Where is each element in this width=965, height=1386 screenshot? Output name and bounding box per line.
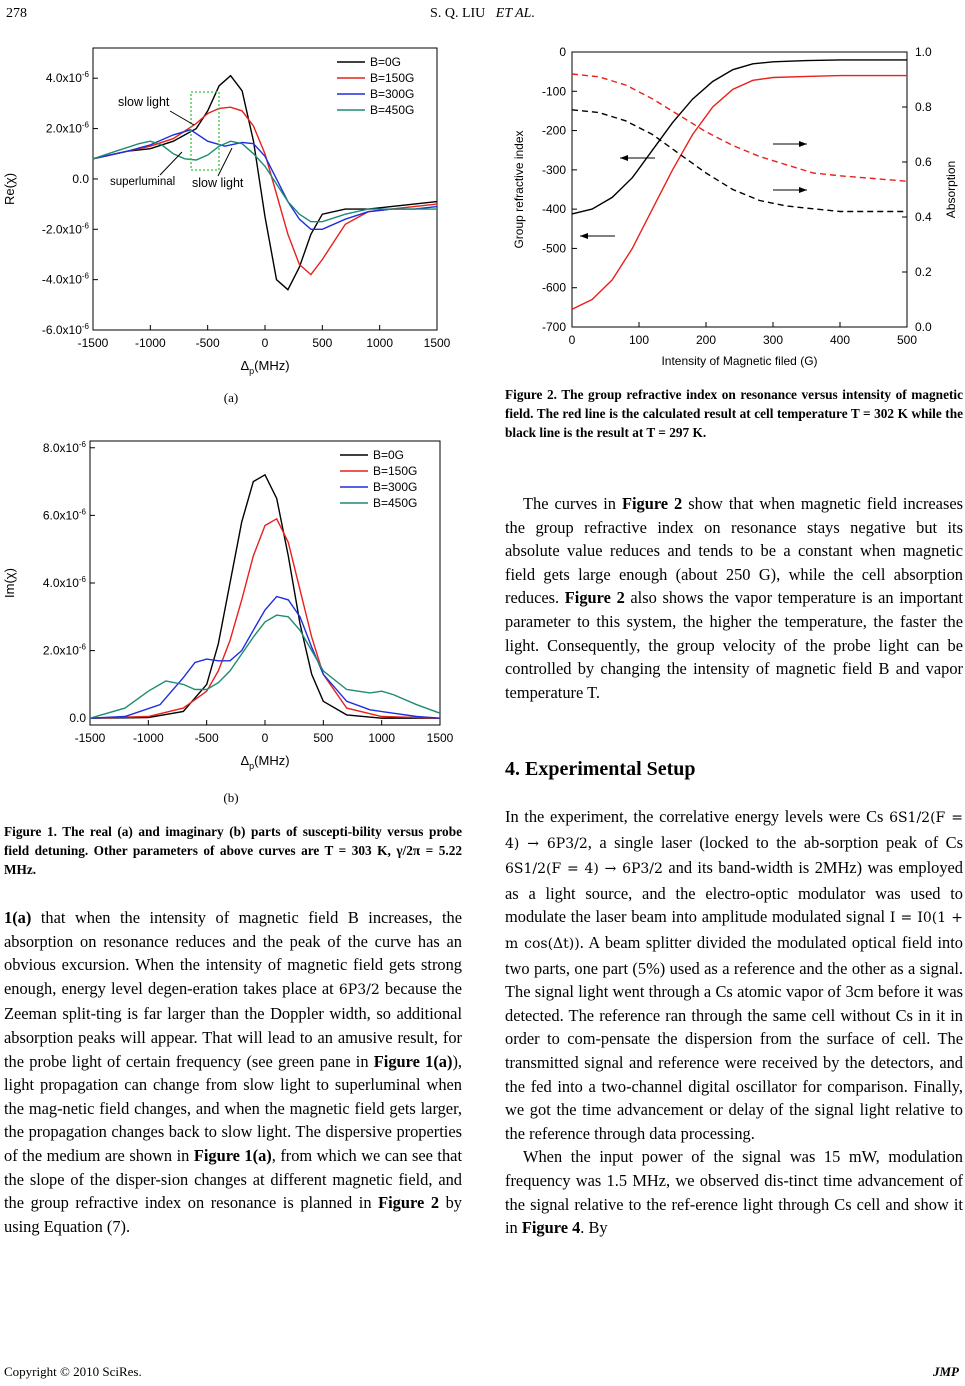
section-title: 4. Experimental Setup: [505, 758, 696, 780]
x-tick-label: 500: [312, 336, 333, 350]
x-tick-label: 1500: [426, 731, 454, 745]
x-tick-label: 500: [313, 731, 334, 745]
y-axis-title: Im(χ): [2, 568, 17, 598]
series-line-2: [572, 74, 907, 181]
axis-arrow-head: [799, 187, 807, 193]
footer-copyright: Copyright © 2010 SciRes.: [4, 1364, 142, 1379]
text-span: The curves in: [523, 494, 622, 513]
y-tick-label: $-2.0x10^{-6}$: [41, 221, 89, 237]
y-tick-label: $8.0x10^{-6}$: [42, 439, 86, 455]
x-tick-label: 0: [261, 731, 269, 745]
text-span: ), light propagation can change from slow light to superluminal when the mag-netic field changes, and when the magnetic field gets larger, the propagation changes back to slow light. The dispersive properties of the medium are shown in: [4, 1051, 462, 1165]
y-tick-label: $2.0x10^{-6}$: [45, 120, 89, 136]
y-tick-label-right: 0.8: [915, 100, 932, 114]
math-6p32: 6P3/2: [338, 981, 380, 998]
annotation-slow-light-bottom: slow light: [192, 176, 244, 190]
figure-1-caption: Figure 1. The real (a) and imaginary (b) parts of suscepti-bility versus probe field detuning. Other parameters of above curves are T = 303 K, γ/2π = 5.22 MHz.: [4, 824, 462, 877]
ref-figure-2a: Figure 2: [621, 494, 683, 513]
header-etal: ET AL.: [495, 6, 535, 21]
ref-figure-4: Figure 4: [521, 1218, 581, 1238]
x-tick-label: -1000: [132, 731, 164, 745]
y-tick-label: 0.0: [72, 171, 89, 186]
legend-label: B=450G: [373, 496, 418, 510]
math-signal: I = I0(1 + m cos(Δt)): [505, 910, 963, 952]
math-transition-1: 6S1/2(F = 4) → 6P3/2: [505, 810, 963, 852]
y-tick-label-right: 0.6: [915, 155, 932, 169]
legend-label: B=300G: [370, 87, 415, 101]
figure-2-caption: Figure 2. The group refractive index on resonance versus intensity of magnetic field. The red line is the calculated result at cell temperature T = 302 K while the black line is the result at T = 297 K.: [505, 387, 963, 440]
x-tick-label: 1000: [368, 731, 396, 745]
legend-label: B=300G: [373, 480, 418, 494]
x-tick-label: 100: [628, 333, 650, 347]
x-axis-title: Intensity of Magnetic filed (G): [661, 354, 818, 368]
x-axis-title: $\Delta_p(MHz)$: [240, 358, 290, 376]
y-axis-title: Re(χ): [2, 172, 17, 206]
series-line-0: [572, 60, 907, 214]
page-number: 278: [6, 6, 27, 21]
x-tick-label: -1500: [77, 336, 109, 350]
x-tick-label: -1000: [134, 336, 166, 350]
series-line-3: [572, 110, 907, 212]
figure-1b: [0, 425, 470, 785]
axis-arrow-head: [620, 155, 628, 161]
y-tick-label: $-6.0x10^{-6}$: [41, 322, 89, 337]
y-tick-label: $2.0x10^{-6}$: [42, 642, 86, 658]
ref-figure-1a-2: Figure 1(a): [193, 1145, 272, 1165]
x-tick-label: 200: [695, 333, 717, 347]
y-tick-label-left: -400: [541, 202, 566, 217]
legend-label: B=150G: [373, 464, 418, 478]
legend-label: B=150G: [370, 71, 415, 85]
legend-label: B=0G: [373, 448, 405, 462]
y-tick-label-left: -300: [541, 162, 566, 177]
series-line-B=150G: [93, 107, 437, 274]
x-tick-label: 500: [896, 333, 918, 347]
y-tick-label-left: -100: [541, 84, 566, 99]
axis-arrow-head: [580, 233, 588, 239]
y-tick-label-right: 1.0: [915, 45, 932, 59]
y-axis-title-right: Absorption: [944, 160, 958, 219]
text-span: , a single laser (locked to the ab-sorption peak of Cs: [587, 832, 963, 852]
x-tick-label: 300: [762, 333, 784, 347]
green-pane: [191, 92, 219, 170]
figure-2-chart: [505, 40, 965, 380]
legend-label: B=450G: [370, 103, 415, 117]
ref-figure-2: Figure 2: [378, 1193, 440, 1213]
series-line-B=300G: [90, 597, 440, 719]
y-tick-label-left: 0: [559, 45, 566, 59]
series-line-B=0G: [90, 475, 440, 718]
x-axis-title: $\Delta_p(MHz)$: [240, 753, 290, 771]
text-span: In the experiment, the correlative energy levels were Cs: [505, 807, 890, 826]
text-span: and its band-width is 2MHz) was employed as a light source, and the electro-optic modulator was used to modulate the laser beam into amplitude modulated signal: [505, 858, 963, 927]
y-tick-label: $6.0x10^{-6}$: [42, 507, 86, 523]
header-authors: S. Q. LIU: [430, 6, 486, 21]
text-span: , from which we can see that the slope of the disper-sion changes at different magnetic field, and the group refractive index on resonance is planned in: [4, 1145, 462, 1213]
ref-figure-2b: Figure 2: [564, 588, 625, 608]
y-tick-label: $-4.0x10^{-6}$: [41, 271, 89, 287]
text-span: that when the intensity of magnetic field B increases, the absorption on resonance reduces and the peak of the curve has an obvious excursion. When the intensity of magnetic field gets strong enough, energy level degen-eration takes place at: [4, 908, 462, 998]
x-tick-label: -500: [194, 731, 219, 745]
y-tick-label-right: 0.4: [915, 210, 932, 224]
figure-1b-chart: [0, 425, 470, 785]
figure-1a-sublabel: (a): [223, 390, 239, 405]
y-tick-label-right: 0.2: [915, 265, 932, 279]
x-tick-label: 0: [261, 336, 269, 350]
text-span: . By: [580, 1218, 608, 1238]
annotation-slow-light-top: slow light: [118, 95, 170, 109]
left-column-text: [4, 906, 462, 1238]
figure-1b-sublabel: (b): [223, 790, 239, 805]
right-column-text: [505, 492, 963, 704]
y-tick-label-left: -700: [541, 320, 566, 334]
text-span: because the Zeeman split-ting is far larger than the Doppler width, so additional absorption peaks will appear. That will lead to an amusive result, for the probe light of certain frequency (see green pane in: [4, 978, 462, 1071]
right-column-text-2: [505, 805, 963, 1240]
x-tick-label: 0: [568, 333, 576, 347]
annotation-superluminal: superluminal: [110, 176, 176, 188]
annotation-arrow: [160, 152, 182, 175]
series-line-B=450G: [90, 615, 440, 718]
series-line-B=150G: [90, 519, 440, 718]
series-line-1: [572, 76, 907, 310]
math-transition-2: 6S1/2(F = 4) → 6P3/2: [505, 861, 663, 878]
axis-arrow-head: [799, 141, 807, 147]
x-tick-label: 400: [829, 333, 851, 347]
figure-2: [505, 40, 965, 380]
y-tick-label: $4.0x10^{-6}$: [42, 575, 86, 590]
y-tick-label-left: -200: [541, 123, 566, 138]
figure-1a: [0, 40, 470, 385]
ref-figure-1a: Figure 1(a): [373, 1051, 453, 1071]
y-axis-title-left: Group refractive index: [512, 130, 526, 249]
ref-fig1a: 1(a): [4, 908, 32, 927]
plot-frame: [572, 52, 907, 327]
text-span: When the input power of the signal was 15 mW, modulation frequency was 1.5 MHz, we observed dis-tinct time advancement of the signal relative to the ref-erence light through Cs cell and show it in: [505, 1147, 963, 1238]
running-header: [0, 6, 965, 22]
y-tick-label: 0.0: [69, 711, 86, 726]
text-span: also shows the vapor temperature is an important parameter to this system, the higher the temperature, the faster the light. Consequently, the group velocity of the probe light can be controlled by changing the intensity of magnetic field B and vapor temperature T.: [505, 588, 963, 702]
annotation-arrow: [218, 148, 232, 176]
y-tick-label-left: -500: [541, 241, 566, 256]
text-span: by using Equation (7).: [4, 1193, 462, 1236]
text-span: . A beam splitter divided the modulated optical field into two parts, one part (5%) used as a reference and the other as a signal. The signal light went through a Cs atomic vapor of 3cm before it was detected. The reference ran through the same cell without Cs in it in order to com-pensate the dispersion from the surface of cell. The transmitted signal and reference were received by the detectors, and the fed into a two-channel digital oscillator for comparison. Finally, we got the time advancement or delay of the signal light relative to the reference through data processing.: [505, 932, 963, 1143]
x-tick-label: 1000: [366, 336, 394, 350]
y-tick-label-left: -600: [541, 280, 566, 295]
text-span: show that when magnetic field increases the group refractive index on resonance stays negative but its absolute value reduces and tends to be a constant when magnetic field gets large enough (about 250 G), while the cell absorption reduces.: [505, 494, 963, 608]
legend-label: B=0G: [370, 55, 402, 69]
x-tick-label: -500: [195, 336, 220, 350]
footer-journal: JMP: [933, 1364, 959, 1379]
x-tick-label: -1500: [74, 731, 106, 745]
y-tick-label: $4.0x10^{-6}$: [45, 70, 89, 86]
x-tick-label: 1500: [423, 336, 451, 350]
y-tick-label-right: 0.0: [915, 320, 932, 334]
figure-1a-chart: [0, 40, 470, 385]
